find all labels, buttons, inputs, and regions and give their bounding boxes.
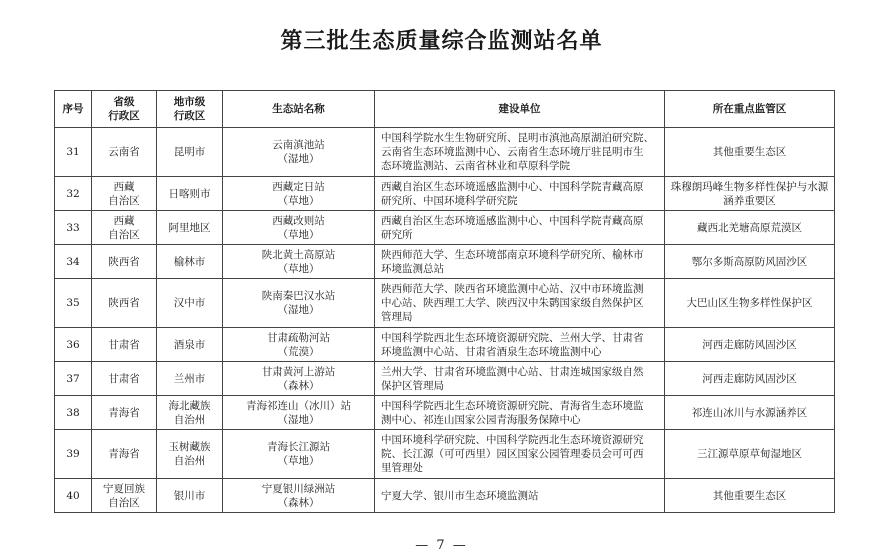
- cell-city: 酒泉市: [157, 328, 223, 362]
- cell-index: 36: [55, 328, 92, 362]
- cell-city: 日喀则市: [157, 177, 223, 211]
- cell-province: 陕西省: [92, 245, 157, 279]
- cell-province: 甘肃省: [92, 362, 157, 396]
- cell-builder: 西藏自治区生态环境遥感监测中心、中国科学院青藏高原 研究所、中国环境科学研究院: [375, 177, 665, 211]
- table-row: [55, 479, 835, 513]
- cell-region: 大巴山区生物多样性保护区: [665, 279, 835, 328]
- cell-station: 甘肃黄河上游站 （森林）: [223, 362, 375, 396]
- header-city: 地市级 行政区: [157, 91, 223, 128]
- cell-region: 其他重要生态区: [665, 479, 835, 513]
- header-station: 生态站名称: [223, 91, 375, 128]
- cell-builder: 西藏自治区生态环境遥感监测中心、中国科学院青藏高原 研究所: [375, 211, 665, 245]
- cell-province: 宁夏回族 自治区: [92, 479, 157, 513]
- document-title: 第三批生态质量综合监测站名单: [280, 29, 603, 54]
- cell-station: 宁夏银川绿洲站 （森林）: [223, 479, 375, 513]
- cell-builder: 中国环境科学研究院、中国科学院西北生态环境资源研究 院、长江源（可可西里）园区国家公园管理委员会可可西 里管理处: [375, 430, 665, 479]
- cell-province: 西藏 自治区: [92, 177, 157, 211]
- cell-builder: 兰州大学、甘肃省环境监测中心站、甘肃连城国家级自然 保护区管理局: [375, 362, 665, 396]
- cell-region: 珠穆朗玛峰生物多样性保护与水源 涵养重要区: [665, 177, 835, 211]
- station-list-table: [54, 90, 835, 513]
- cell-builder: 陕西师范大学、陕西省环境监测中心站、汉中市环境监测 中心站、陕西理工大学、陕西汉中朱鹮国家级自然保护区 管理局: [375, 279, 665, 328]
- cell-station: 陕南秦巴汉水站 （湿地）: [223, 279, 375, 328]
- cell-city: 玉树藏族 自治州: [157, 430, 223, 479]
- table-row: [55, 430, 835, 479]
- cell-station: 陕北黄土高原站 （草地）: [223, 245, 375, 279]
- cell-province: 青海省: [92, 396, 157, 430]
- cell-city: 银川市: [157, 479, 223, 513]
- cell-region: 河西走廊防风固沙区: [665, 362, 835, 396]
- table-row: [55, 362, 835, 396]
- cell-builder: 中国科学院西北生态环境资源研究院、兰州大学、甘肃省 环境监测中心站、甘肃省酒泉生态环境监测中心: [375, 328, 665, 362]
- table-row: [55, 128, 835, 177]
- header-region: 所在重点监管区: [665, 91, 835, 128]
- cell-index: 40: [55, 479, 92, 513]
- cell-builder: 中国科学院水生生物研究所、昆明市滇池高原湖泊研究院、 云南省生态环境监测中心、云南省生态环境厅驻昆明市生 态环境监测站、云南省林业和草原科学院: [375, 128, 665, 177]
- cell-region: 鄂尔多斯高原防风固沙区: [665, 245, 835, 279]
- header-index: 序号: [55, 91, 92, 128]
- cell-city: 汉中市: [157, 279, 223, 328]
- cell-province: 青海省: [92, 430, 157, 479]
- header-builder: 建设单位: [375, 91, 665, 128]
- cell-builder: 中国科学院西北生态环境资源研究院、青海省生态环境监 测中心、祁连山国家公园青海服务保障中心: [375, 396, 665, 430]
- cell-station: 青海长江源站 （草地）: [223, 430, 375, 479]
- cell-region: 河西走廊防风固沙区: [665, 328, 835, 362]
- cell-index: 33: [55, 211, 92, 245]
- cell-city: 榆林市: [157, 245, 223, 279]
- cell-index: 32: [55, 177, 92, 211]
- cell-city: 昆明市: [157, 128, 223, 177]
- cell-index: 37: [55, 362, 92, 396]
- table-row: [55, 328, 835, 362]
- cell-province: 西藏 自治区: [92, 211, 157, 245]
- cell-index: 38: [55, 396, 92, 430]
- header-province: 省级 行政区: [92, 91, 157, 128]
- cell-builder: 宁夏大学、银川市生态环境监测站: [375, 479, 665, 513]
- table-row: [55, 211, 835, 245]
- table-row: [55, 279, 835, 328]
- cell-region: 藏西北羌塘高原荒漠区: [665, 211, 835, 245]
- cell-region: 其他重要生态区: [665, 128, 835, 177]
- cell-station: 西藏改则站 （草地）: [223, 211, 375, 245]
- cell-region: 三江源草原草甸湿地区: [665, 430, 835, 479]
- cell-city: 海北藏族 自治州: [157, 396, 223, 430]
- table-row: [55, 177, 835, 211]
- page-number: — 7 —: [415, 538, 468, 553]
- cell-region: 祁连山冰川与水源涵养区: [665, 396, 835, 430]
- cell-builder: 陕西师范大学、生态环境部南京环境科学研究所、榆林市 环境监测总站: [375, 245, 665, 279]
- cell-index: 31: [55, 128, 92, 177]
- cell-station: 云南滇池站 （湿地）: [223, 128, 375, 177]
- cell-station: 甘肃疏勒河站 （荒漠）: [223, 328, 375, 362]
- cell-index: 39: [55, 430, 92, 479]
- cell-city: 阿里地区: [157, 211, 223, 245]
- cell-city: 兰州市: [157, 362, 223, 396]
- cell-station: 西藏定日站 （草地）: [223, 177, 375, 211]
- table-header-row: [55, 91, 835, 128]
- table-row: [55, 245, 835, 279]
- cell-index: 34: [55, 245, 92, 279]
- cell-province: 陕西省: [92, 279, 157, 328]
- cell-station: 青海祁连山（冰川）站 （湿地）: [223, 396, 375, 430]
- cell-province: 甘肃省: [92, 328, 157, 362]
- cell-province: 云南省: [92, 128, 157, 177]
- table-row: [55, 396, 835, 430]
- cell-index: 35: [55, 279, 92, 328]
